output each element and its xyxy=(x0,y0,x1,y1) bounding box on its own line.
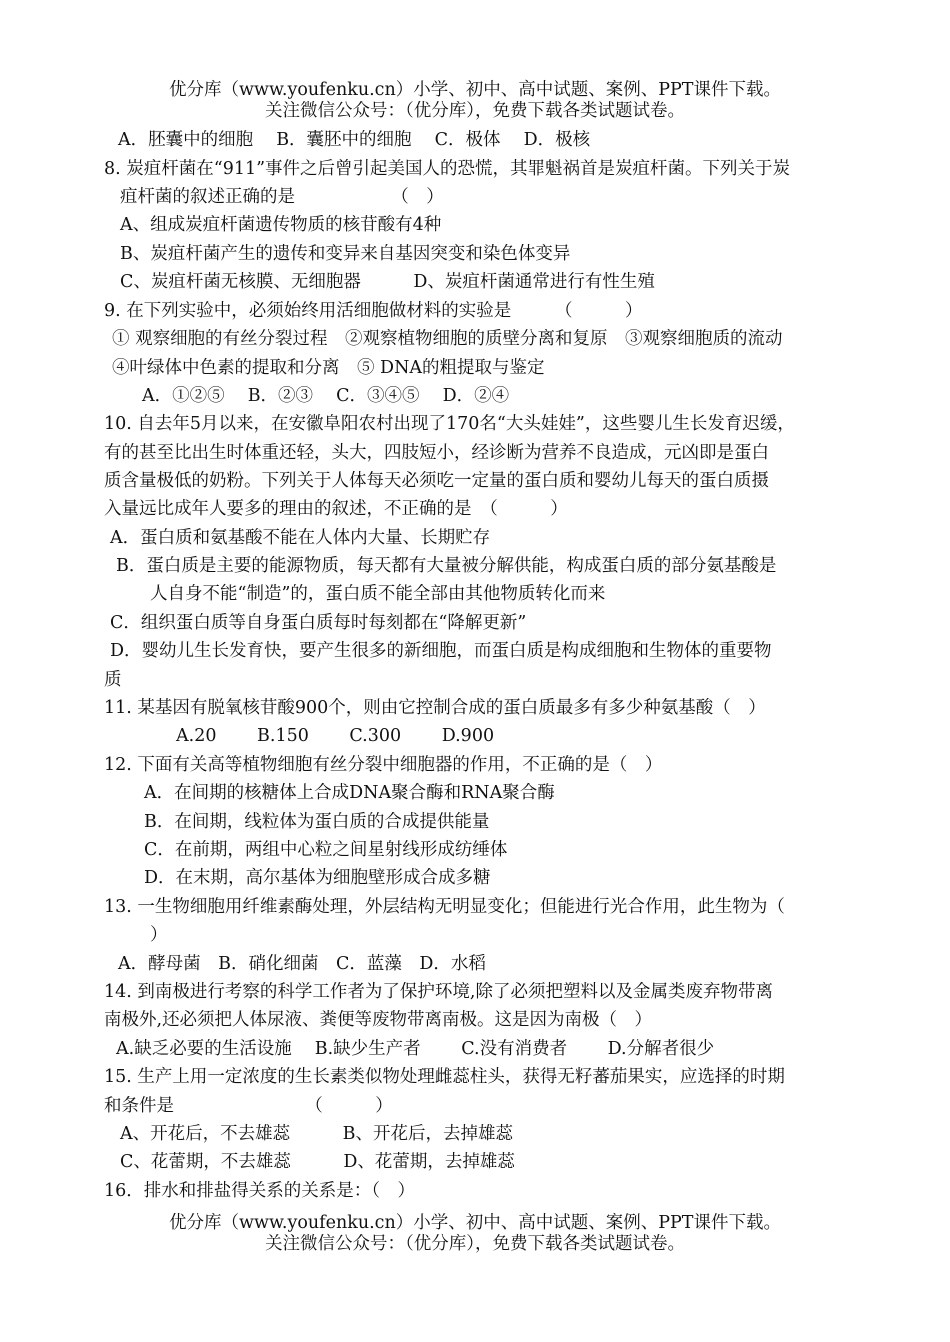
q12-option-c: C．在前期，两组中心粒之间星射线形成纺缍体 xyxy=(144,840,508,860)
footer-line-2: 关注微信公众号：（优分库），免费下载各类试题试卷。 xyxy=(265,1234,685,1254)
q9-items-1: ① 观察细胞的有丝分裂过程 ②观察植物细胞的质壁分离和复原 ③观察细胞质的流动 xyxy=(112,329,783,349)
q8-stem-2: 疽杆菌的叙述正确的是 （ ） xyxy=(120,187,444,207)
q10-option-c: C．组织蛋白质等自身蛋白质每时每刻都在“降解更新” xyxy=(110,613,527,633)
q14-stem-2: 南极外,还必须把人体尿液、粪便等废物带离南极。这是因为南极（ ） xyxy=(104,1010,653,1030)
q14-options: A.缺乏必要的生活设施 B.缺少生产者 C.没有消费者 D.分解者很少 xyxy=(116,1039,715,1059)
q12-stem: 12. 下面有关高等植物细胞有丝分裂中细胞器的作用，不正确的是（ ） xyxy=(104,755,663,775)
q8-option-cd: C、炭疽杆菌无核膜、无细胞器 D、炭疽杆菌通常进行有性生殖 xyxy=(120,272,655,292)
q16-stem: 16．排水和排盐得关系的关系是：（ ） xyxy=(104,1181,416,1201)
q8-option-b: B、炭疽杆菌产生的遗传和变异来自基因突变和染色体变异 xyxy=(120,244,571,264)
q7-options: A．胚囊中的细胞 B．囊胚中的细胞 C．极体 D．极核 xyxy=(118,130,591,150)
q11-options: A.20 B.150 C.300 D.900 xyxy=(176,726,495,746)
q15-option-cd: C、花蕾期，不去雄蕊 D、花蕾期，去掉雄蕊 xyxy=(120,1152,515,1172)
q13-stem-1: 13. 一生物细胞用纤维素酶处理，外层结构无明显变化；但能进行光合作用，此生物为（ xyxy=(104,897,785,917)
q10-option-d-1: D．婴幼儿生长发育快，要产生很多的新细胞，而蛋白质是构成细胞和生物体的重要物 xyxy=(110,641,772,661)
q13-stem-2: ） xyxy=(150,925,168,945)
q10-stem-4: 入量远比成年人要多的理由的叙述，不正确的是 （ ） xyxy=(104,499,568,519)
q12-option-b: B．在间期，线粒体为蛋白质的合成提供能量 xyxy=(144,812,490,832)
q15-stem-1: 15. 生产上用一定浓度的生长素类似物处理雌蕊柱头，获得无籽蕃茄果实，应选择的时期 xyxy=(104,1067,785,1087)
q10-stem-3: 质含量极低的奶粉。下列关于人体每天必须吃一定量的蛋白质和婴幼儿每天的蛋白质摄 xyxy=(104,471,769,491)
q10-stem-1: 10. 自去年5月以来，在安徽阜阳农村出现了170名“大头娃娃”，这些婴儿生长发育迟缓， xyxy=(104,414,795,434)
q14-stem-1: 14. 到南极进行考察的科学工作者为了保护环境,除了必须把塑料以及金属类废弃物带离 xyxy=(104,982,773,1002)
q13-options: A．酵母菌 B．硝化细菌 C．蓝藻 D．水稻 xyxy=(118,954,486,974)
q9-stem: 9. 在下列实验中，必须始终用活细胞做材料的实验是 （ ） xyxy=(104,301,643,321)
header-line-2: 关注微信公众号：（优分库），免费下载各类试题试卷。 xyxy=(265,101,685,121)
q10-option-b-1: B．蛋白质是主要的能源物质，每天都有大量被分解供能，构成蛋白质的部分氨基酸是 xyxy=(116,556,777,576)
header-line-1: 优分库（www.youfenku.cn）小学、初中、高中试题、案例、PPT课件下载。 xyxy=(169,80,781,100)
q15-stem-2: 和条件是 （ ） xyxy=(104,1096,393,1116)
q9-items-2: ④叶绿体中色素的提取和分离 ⑤ DNA的粗提取与鉴定 xyxy=(112,358,545,378)
q8-option-a: A、组成炭疽杆菌遗传物质的核苷酸有4种 xyxy=(120,215,442,235)
q8-stem-1: 8. 炭疽杆菌在“911”事件之后曾引起美国人的恐慌，其罪魁祸首是炭疽杆菌。下列关于炭 xyxy=(104,159,791,179)
q11-stem: 11. 某基因有脱氧核苷酸900个，则由它控制合成的蛋白质最多有多少种氨基酸（ ） xyxy=(104,698,766,718)
q12-option-d: D．在末期，高尔基体为细胞壁形成合成多糖 xyxy=(144,868,491,888)
q10-option-b-2: 人自身不能“制造”的，蛋白质不能全部由其他物质转化而来 xyxy=(150,584,606,604)
q10-option-d-2: 质 xyxy=(104,670,122,690)
q12-option-a: A．在间期的核糖体上合成DNA聚合酶和RNA聚合酶 xyxy=(144,783,555,803)
q15-option-ab: A、开花后，不去雄蕊 B、开花后，去掉雄蕊 xyxy=(120,1124,513,1144)
q10-option-a: A．蛋白质和氨基酸不能在人体内大量、长期贮存 xyxy=(110,528,491,548)
q10-stem-2: 有的甚至比出生时体重还轻，头大，四肢短小，经诊断为营养不良造成，元凶即是蛋白 xyxy=(104,443,769,463)
q9-options: A．①②⑤ B．②③ C．③④⑤ D．②④ xyxy=(142,386,510,406)
footer-line-1: 优分库（www.youfenku.cn）小学、初中、高中试题、案例、PPT课件下载。 xyxy=(169,1213,781,1233)
